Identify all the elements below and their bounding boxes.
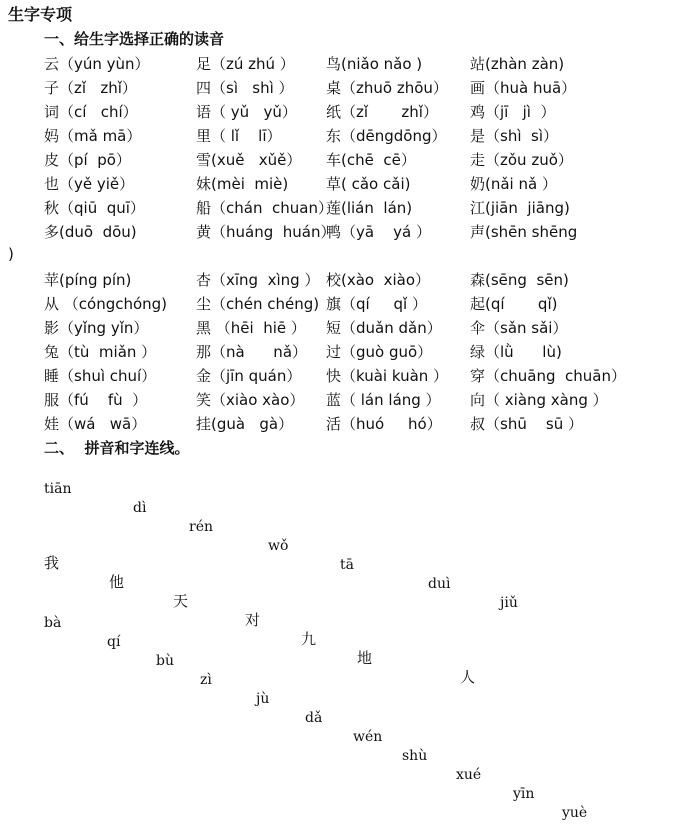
exercise-item: 多(duō dōu) — [44, 223, 137, 241]
exercise-item: 画（huà huā） — [470, 79, 577, 97]
exercise-item: 词（cí chí） — [44, 103, 138, 121]
exercise-item: 走（zǒu zuǒ） — [470, 151, 573, 169]
exercise-item: 校(xào xiào） — [326, 271, 431, 289]
exercise-row — [0, 412, 676, 436]
exercise-item: 东（dēngdōng） — [326, 127, 447, 145]
exercise-item: 苹(píng pín) — [44, 271, 132, 289]
exercise-item: 短（duǎn dǎn） — [326, 319, 442, 337]
pinyin-bottom-item: zì — [200, 672, 212, 688]
pinyin-bottom-item: jù — [256, 691, 270, 707]
exercise-item: 妹(mèi miè) — [196, 175, 289, 193]
exercise-item: 站(zhàn zàn) — [470, 55, 565, 73]
exercise-row — [0, 76, 676, 100]
pinyin-bottom-item: dǎ — [305, 710, 323, 726]
exercise-item: 足（zú zhú ） — [196, 55, 295, 73]
hanzi-item: 地 — [357, 649, 373, 667]
exercise-item: 黑 （hēi hiē ） — [196, 319, 306, 337]
exercise-item: 森(sēng sēn) — [470, 271, 569, 289]
exercise-item: 秋（qiū quī） — [44, 199, 145, 217]
pinyin-top-item: tiān — [44, 481, 72, 497]
exercise-row — [0, 52, 676, 76]
exercise-item: 奶(nǎi nǎ ） — [470, 175, 557, 193]
pinyin-bottom-item: shù — [402, 748, 428, 764]
exercise-item: 声(shēn shēng — [470, 223, 578, 241]
exercise-row — [0, 100, 676, 124]
hanzi-item: 人 — [460, 668, 476, 686]
exercise-item: 快（kuài kuàn ） — [326, 367, 449, 385]
exercise-item: 四（sì shì ） — [196, 79, 294, 97]
exercise-row — [0, 172, 676, 196]
hanzi-item: 我 — [44, 554, 60, 572]
exercise-row — [0, 196, 676, 220]
stray-paren: ) — [8, 245, 14, 263]
pinyin-top-item: rén — [189, 519, 213, 535]
exercise-row — [0, 124, 676, 148]
exercise-row — [0, 388, 676, 412]
exercise-item: 娃（wá wā） — [44, 415, 147, 433]
exercise-item: 穿（chuāng chuān） — [470, 367, 626, 385]
exercise-item: 金（jīn quán） — [196, 367, 302, 385]
exercise-item: 从 （cóngchóng) — [44, 295, 168, 313]
exercise-item: 活（huó hó） — [326, 415, 442, 433]
exercise-item: 妈（mǎ mā） — [44, 127, 142, 145]
hanzi-item: 对 — [245, 611, 261, 629]
section-heading-2: 二、 拼音和字连线。 — [44, 439, 190, 457]
exercise-row — [0, 220, 676, 244]
exercise-item: 鸡（jī jì ） — [470, 103, 556, 121]
pinyin-bottom-item: bù — [156, 653, 174, 669]
exercise-item: 皮（pí pō） — [44, 151, 131, 169]
pinyin-top-item: jiǔ — [500, 595, 518, 611]
exercise-item: 挂(guà gà） — [196, 415, 294, 433]
exercise-item: 黄（huáng huán） — [196, 223, 336, 241]
exercise-item: 蓝（ lán láng ） — [326, 391, 441, 409]
section-heading-1: 一、给生字选择正确的读音 — [44, 30, 225, 48]
exercise-item: 旗（qí qǐ ） — [326, 295, 427, 313]
exercise-item: 那（nà nǎ） — [196, 343, 308, 361]
exercise-item: 里（ lǐ lī） — [196, 127, 282, 145]
exercise-item: 睡（shuì chuí） — [44, 367, 157, 385]
exercise-item: 江(jiān jiāng) — [470, 199, 570, 217]
exercise-row — [0, 340, 676, 364]
pinyin-top-item: wǒ — [268, 538, 289, 554]
pinyin-bottom-item: qí — [107, 634, 121, 650]
exercise-item: 伞（sǎn sǎi） — [470, 319, 568, 337]
exercise-row — [0, 316, 676, 340]
exercise-row — [0, 148, 676, 172]
exercise-item: 是（shì sì） — [470, 127, 559, 145]
exercise-row — [0, 364, 676, 388]
exercise-item: 兔（tù miǎn ） — [44, 343, 157, 361]
exercise-item: 子（zǐ zhǐ） — [44, 79, 137, 97]
exercise-item: 服（fú fù ） — [44, 391, 148, 409]
exercise-item: 桌（zhuō zhōu） — [326, 79, 448, 97]
page-title: 生字专项 — [8, 5, 73, 24]
pinyin-bottom-item: yuè — [562, 805, 588, 821]
exercise-item: 过（guò guō） — [326, 343, 433, 361]
hanzi-item: 他 — [109, 573, 125, 591]
exercise-item: 雪(xuě xǔě） — [196, 151, 302, 169]
pinyin-top-item: tā — [340, 557, 354, 573]
exercise-item: 草( cǎo cǎi) — [326, 175, 411, 193]
exercise-item: 云（yún yùn） — [44, 55, 150, 73]
exercise-item: 鸭（yā yá ） — [326, 223, 431, 241]
hanzi-item: 天 — [173, 592, 189, 610]
exercise-item: 船（chán chuan） — [196, 199, 333, 217]
exercise-item: 莲(lián lán) — [326, 199, 413, 217]
hanzi-item: 九 — [301, 630, 317, 648]
pinyin-top-row — [0, 462, 676, 611]
exercise-item: 杏（xīng xìng ） — [196, 271, 320, 289]
exercise-row — [0, 292, 676, 316]
exercise-item: 影（yǐng yǐn） — [44, 319, 149, 337]
pinyin-bottom-item: bà — [44, 615, 62, 631]
exercise-item: 语（ yǔ yǔ） — [196, 103, 297, 121]
exercise-item: 车(chē cē） — [326, 151, 416, 169]
exercise-item: 绿（lǜ lù) — [470, 343, 562, 361]
exercise-item: 尘（chén chéng) — [196, 295, 320, 313]
exercise-item: 也（yě yiě） — [44, 175, 135, 193]
exercise-item: 笑（xiào xào） — [196, 391, 305, 409]
pinyin-bottom-item: xué — [456, 767, 482, 783]
pinyin-bottom-row — [0, 596, 676, 821]
exercise-item: 鸟(niǎo nǎo ) — [326, 55, 423, 73]
exercise-item: 纸（zǐ zhǐ） — [326, 103, 438, 121]
exercise-item: 向（ xiàng xàng ） — [470, 391, 608, 409]
exercise-row — [0, 268, 676, 292]
pinyin-top-item: duì — [428, 576, 451, 592]
exercise-item: 叔（shū sū ） — [470, 415, 583, 433]
exercise-item: 起(qí qǐ) — [470, 295, 558, 313]
pinyin-top-item: dì — [133, 500, 147, 516]
pinyin-bottom-item: wén — [353, 729, 383, 745]
pinyin-bottom-item: yīn — [513, 786, 535, 802]
